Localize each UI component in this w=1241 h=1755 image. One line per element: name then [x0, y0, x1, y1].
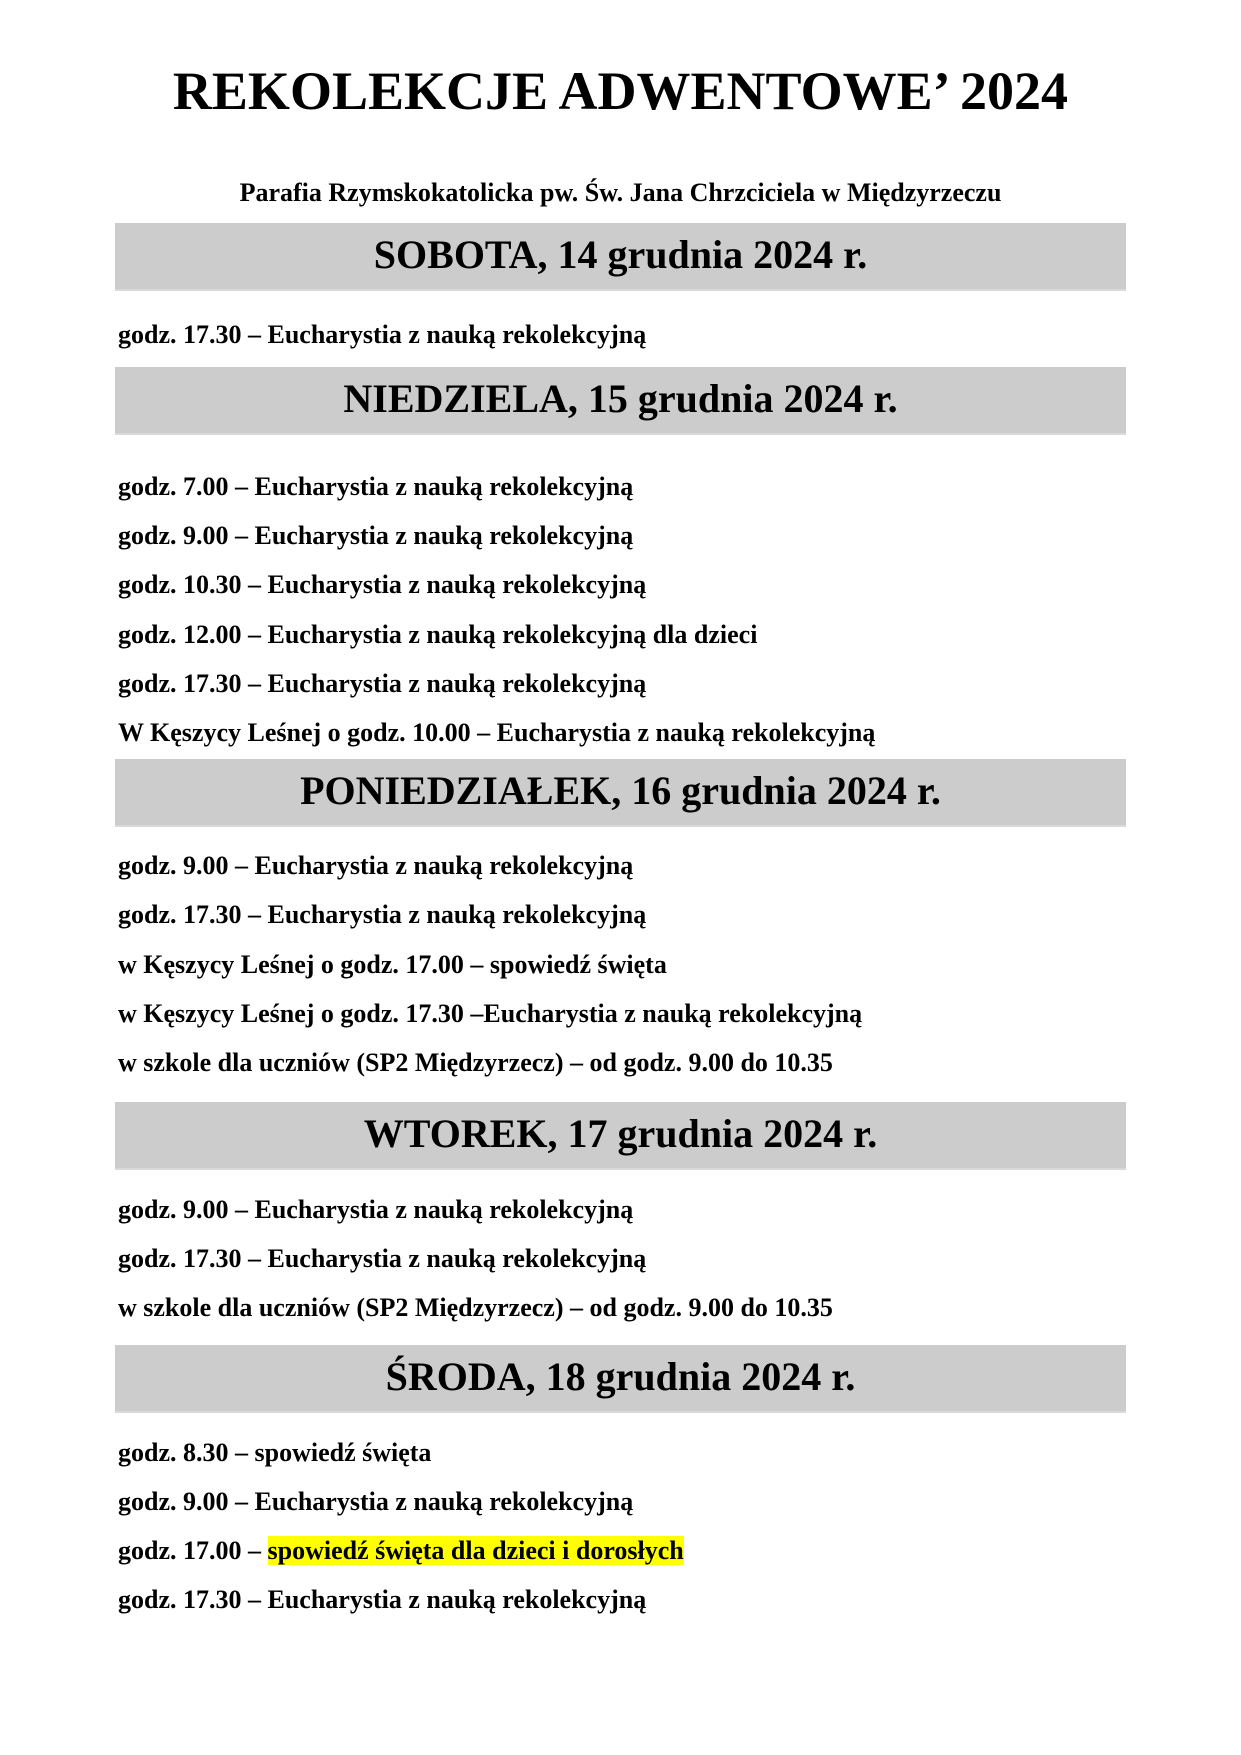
schedule-item: godz. 9.00 – Eucharystia z nauką rekolekcyjną [118, 1487, 634, 1516]
day-heading-tuesday: WTOREK, 17 grudnia 2024 r. [115, 1102, 1126, 1170]
day-heading-saturday: SOBOTA, 14 grudnia 2024 r. [115, 223, 1126, 291]
schedule-item: godz. 9.00 – Eucharystia z nauką rekolekcyjną [118, 1195, 634, 1224]
schedule-item: godz. 17.30 – Eucharystia z nauką rekolekcyjną [118, 669, 647, 698]
schedule-item: godz. 17.30 – Eucharystia z nauką rekolekcyjną [118, 320, 647, 349]
schedule-item: godz. 17.30 – Eucharystia z nauką rekolekcyjną [118, 1244, 647, 1273]
schedule-item: godz. 9.00 – Eucharystia z nauką rekolekcyjną [118, 851, 634, 880]
schedule-item: w Kęszycy Leśnej o godz. 17.00 – spowiedź święta [118, 950, 667, 979]
schedule-item: godz. 9.00 – Eucharystia z nauką rekolekcyjną [118, 521, 634, 550]
schedule-item: godz. 10.30 – Eucharystia z nauką rekolekcyjną [118, 570, 647, 599]
schedule-item-highlighted [118, 1534, 684, 1568]
day-heading-monday: PONIEDZIAŁEK, 16 grudnia 2024 r. [115, 759, 1126, 827]
schedule-item: godz. 17.30 – Eucharystia z nauką rekolekcyjną [118, 1585, 647, 1614]
day-heading-wednesday: ŚRODA, 18 grudnia 2024 r. [115, 1345, 1126, 1413]
highlighted-text: spowiedź święta dla dzieci i dorosłych [267, 1536, 684, 1565]
page-title: REKOLEKCJE ADWENTOWE’ 2024 [172, 61, 1069, 121]
schedule-item: godz. 17.30 – Eucharystia z nauką rekolekcyjną [118, 900, 647, 929]
schedule-item: godz. 7.00 – Eucharystia z nauką rekolekcyjną [118, 472, 634, 501]
schedule-item: W Kęszycy Leśnej o godz. 10.00 – Eucharystia z nauką rekolekcyjną [118, 718, 876, 747]
schedule-item-time: godz. 17.00 – [118, 1536, 268, 1565]
schedule-item: godz. 8.30 – spowiedź święta [118, 1438, 432, 1467]
parish-subtitle: Parafia Rzymskokatolicka pw. Św. Jana Chrzciciela w Międzyrzeczu [239, 178, 1002, 207]
schedule-item: w szkole dla uczniów (SP2 Międzyrzecz) – od godz. 9.00 do 10.35 [118, 1293, 833, 1322]
schedule-item: w Kęszycy Leśnej o godz. 17.30 –Eucharystia z nauką rekolekcyjną [118, 999, 863, 1028]
schedule-item: w szkole dla uczniów (SP2 Międzyrzecz) – od godz. 9.00 do 10.35 [118, 1048, 833, 1077]
day-heading-sunday: NIEDZIELA, 15 grudnia 2024 r. [115, 367, 1126, 435]
schedule-item: godz. 12.00 – Eucharystia z nauką rekolekcyjną dla dzieci [118, 620, 758, 649]
